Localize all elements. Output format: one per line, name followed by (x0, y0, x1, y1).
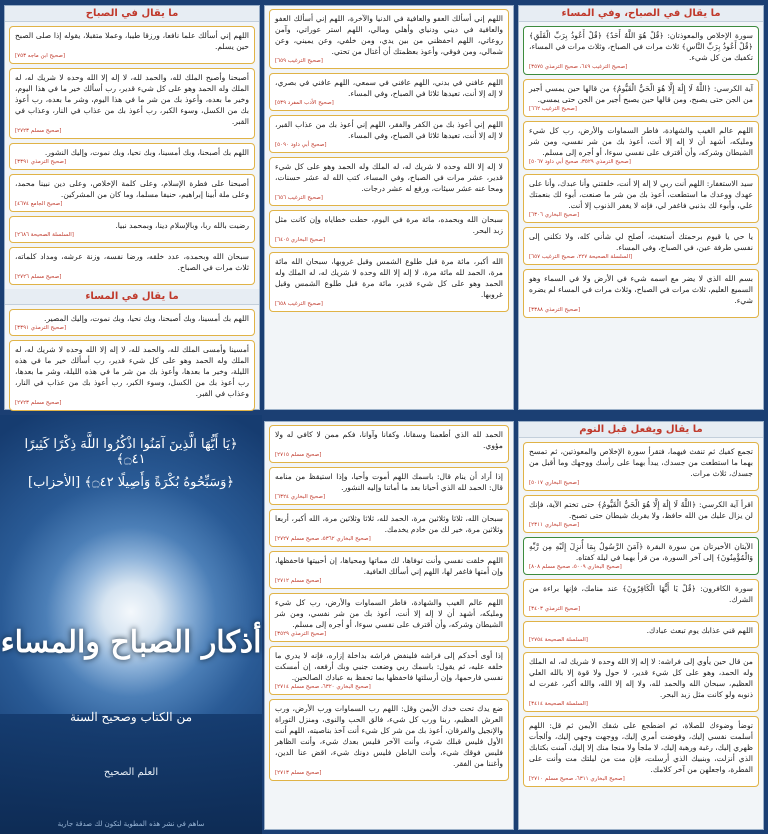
dhikr-card (9, 68, 255, 139)
hadith-source: [صحيح الترمذي ٣٤٠٣] (529, 605, 581, 612)
dhikr-text: اللهم قني عذابك يوم تبعث عبادك. (646, 625, 753, 635)
dhikr-card (523, 652, 759, 712)
column-middle-top (264, 5, 514, 410)
column-morning (4, 5, 260, 410)
hadith-source: [صحيح مسلم ٢٧١٢] (275, 577, 322, 584)
quran-verse-41: ﴿يَا أَيُّهَا الَّذِينَ آمَنُوا اذْكُرُوا اللَّهَ ذِكْرًا كَثِيرًا ۝٤١﴾ (24, 437, 238, 467)
dhikr-card (9, 143, 255, 170)
dhikr-card (523, 716, 759, 787)
dhikr-card (9, 174, 255, 212)
dhikr-text: سبحان الله، ثلاثا وثلاثين مرة، الحمد لله، ثلاثا وثلاثين مرة، الله أكبر، أربعا وثلاثين مرة، خير لك من خادم يخدمك. (275, 513, 503, 534)
hadith-source: [صحيح البخاري ٢٣١١] (529, 521, 580, 528)
hadith-source: [صحيح البخاري ٦٣٠٦] (529, 211, 580, 218)
dhikr-card (9, 340, 255, 411)
dhikr-card (269, 699, 509, 781)
publisher-logo: العلم الصحيح (103, 767, 159, 778)
dhikr-text: سبحان الله وبحمده، عدد خلقه، ورضا نفسه، وزنة عرشه، ومداد كلماته، ثلاث مرات في الصباح. (15, 251, 249, 272)
hadith-source: [صحيح الترغيب ٦٥٩] (275, 58, 323, 64)
quran-verse-42: ﴿وَسَبِّحُوهُ بُكْرَةً وَأَصِيلًا ۝٤٢﴾ [الأحزاب] (28, 475, 234, 490)
dhikr-text: أصبحنا وأصبح الملك لله، والحمد لله، لا إله إلا الله وحده لا شريك له، له الملك وله الحمد وهو على كل شيء قدير، رب أسألك خير ما في هذا اليوم، وخير ما بعده، وأعوذ بك من شر ما في هذا اليوم، وشر ما بعده، رب أعوذ بك من الكسل، وسوء الكبر، رب أعوذ بك من عذاب في النار، وعذاب في القبر. (15, 72, 249, 126)
hadith-source: [صحيح البخاري ٥٠١٧] (529, 480, 580, 486)
dhikr-text: إذا أراد أن ينام قال: باسمك اللهم أموت وأحيا، وإذا استيقظ من منامه قال: الحمد لله الذي أحيانا بعد ما أماتنا وإليه النشور. (275, 471, 503, 492)
hadith-source: [صحيح البخاري ٦٣٢٠، صحيح مسلم ٢٧١٤] (275, 683, 371, 690)
dhikr-card (523, 121, 759, 170)
hadith-source: [السلسلة الصحيحة ٢٢٧، صحيح الترغيب ٦٥٧] (529, 253, 633, 260)
dhikr-card (523, 227, 759, 265)
hadith-source: [صحيح الترمذي ٣٥٢٩] (275, 630, 327, 637)
hadith-source: [صحيح الجامع ٤٦٧٤] (15, 200, 63, 207)
dhikr-card (269, 551, 509, 589)
dhikr-text: اللهم بك أصبحنا، وبك أمسينا، وبك نحيا، وبك نموت، وإليك النشور. (44, 147, 249, 157)
dhikr-text: الحمد لله الذي أطعمنا وسقانا، وكفانا وآوانا، فكم ممن لا كافي له ولا مؤوي. (275, 430, 503, 450)
column-morning-evening (518, 5, 764, 410)
dhikr-card (269, 593, 509, 642)
dhikr-text: لا إله إلا الله وحده لا شريك له، له الملك وله الحمد وهو على كل شيء قدير، عشر مرات في الصباح، وفي المساء، كتب الله له عشر حسنات، ومحا عنه عشر سيئات، ورفع له عشر درجات. (275, 161, 503, 193)
dhikr-text: أمسينا وأمسى الملك لله، والحمد لله، لا إله إلا الله وحده لا شريك له، له الملك وله الحمد وهو على كل شيء قدير، رب أسألك خير ما في هذه الليلة، وخير ما بعدها، وأعوذ بك من شر ما في هذه الليلة، وشر ما بعدها، رب أعوذ بك من الكسل، وسوء الكبر، رب أعوذ بك من عذاب في النار، وعذاب في القبر. (15, 344, 249, 398)
hadith-source: [صحيح البخاري ٦٤٠٥] (275, 236, 326, 243)
dhikr-card (9, 309, 255, 336)
dhikr-card (269, 509, 509, 547)
dhikr-card (269, 9, 509, 69)
dhikr-text: سيد الاستغفار: اللهم أنت ربي لا إله إلا أنت، خلقتني وأنا عبدك، وأنا على عهدك ووعدك ما استطعت، أعوذ بك من شر ما صنعت، أبوء لك بنعمتك علي، وأبوء لك بذنبي فاغفر لي، فإنه لا يغفر الذنوب إلا أنت. (529, 178, 753, 210)
dhikr-text: من قال حين يأوي إلى فراشه: لا إله إلا الله وحده لا شريك له، له الملك وله الحمد، وهو على كل شيء قدير، لا حول ولا قوة إلا بالله العلي العظيم، سبحان الله والحمد لله، ولا إله إلا الله، والله أكبر، غفرت له ذنوبه ولو كانت مثل زبد البحر. (529, 656, 753, 699)
hadith-source: [صحيح ابن ماجه ٧٥٣] (15, 53, 66, 59)
dhikr-card (523, 537, 759, 575)
hadith-source: [صحيح مسلم ٢٧٢٣] (15, 399, 62, 406)
column-middle-bottom (264, 421, 514, 830)
dhikr-text: بسم الله الذي لا يضر مع اسمه شيء في الأرض ولا في السماء وهو السميع العليم، ثلاث مرات في الصباح، وثلاث مرات في المساء لم يضره شيء. (529, 273, 753, 305)
hadith-source: [صحيح أبي داود ٥٠٩٠] (275, 141, 327, 148)
hadith-source: [صحيح مسلم ٢٧٢٦] (15, 273, 62, 280)
section-header: ما يقال في الصباح (5, 6, 259, 22)
hadith-source: [صحيح مسلم ٢٧٢٣] (15, 127, 62, 134)
dhikr-text: أصبحنا على فطرة الإسلام، وعلى كلمة الإخلاص، وعلى دين نبينا محمد، وعلى ملة أبينا إبراهيم، حنيفا مسلما، وما كان من المشركين. (15, 178, 249, 199)
column-before-sleep (518, 421, 764, 830)
dhikr-card (523, 621, 759, 648)
dhikr-card (269, 467, 509, 505)
hadith-source: [صحيح الترغيب ٦٥٨] (275, 300, 323, 307)
hadith-source: [صحيح الترغيب ٦٦٢] (529, 105, 577, 112)
hadith-source: [صحيح الأدب المفرد ٥٣٩] (275, 99, 334, 106)
hadith-source: [صحيح الترغيب ٦٤٩، صحيح الترمذي ٣٥٧٥] (529, 64, 628, 70)
dhikr-card (9, 26, 255, 64)
hadith-source: [صحيح الترغيب ٦٥٦] (275, 194, 323, 201)
dhikr-card (269, 425, 509, 463)
dhikr-text: اللهم إني أسألك العفو والعافية في الدنيا والآخرة، اللهم إني أسألك العفو والعافية في ديني ودنياي وأهلي ومالي، اللهم استر عوراتي، وآمن روعاتي، اللهم احفظني من بين يدي، ومن خلفي، وعن يميني، وعن شمالي، ومن فوقي، وأعوذ بعظمتك أن أغتال من تحتي. (275, 14, 503, 56)
poster-subtitle: من الكتاب وصحيح السنة (69, 710, 193, 724)
hadith-source: [السلسلة الصحيحة ٢٦٨٦] (15, 231, 74, 238)
dhikr-card (269, 73, 509, 111)
dhikr-card (269, 115, 509, 153)
dhikr-text: رضيت بالله ربا، وبالإسلام دينا، وبمحمد نبيا. (115, 220, 249, 230)
dhikr-text: يا حي يا قيوم برحمتك أستغيث، أصلح لي شأني كله، ولا تكلني إلى نفسي طرفة عين، في الصباح، وفي المساء. (529, 231, 753, 252)
dhikr-text: سبحان الله وبحمده، مائة مرة في اليوم، حطت خطاياه وإن كانت مثل زبد البحر. (275, 214, 503, 235)
section-header: ما يقال في الصباح، وفي المساء (519, 6, 763, 22)
poster-title: أذكار الصباح والمساء (0, 625, 262, 660)
dhikr-text: اللهم عالم الغيب والشهادة، فاطر السماوات والأرض، رب كل شيء ومليكه، أشهد أن لا إله إلا أنت، أعوذ بك من شر نفسي، ومن شر الشيطان وشركه، وأن أقترف على نفسي سوءا، أو أجره إلى مسلم. (529, 125, 753, 157)
dhikr-text: الله أكبر، مائة مرة قبل طلوع الشمس وقبل غروبها، سبحان الله مائة مرة، الحمد لله مائة مرة، لا إله إلا الله وحده لا شريك له، له الملك وله الحمد وهو على كل شيء قدير، مائة مرة قبل طلوع الشمس وقبل غروبها. (275, 256, 503, 299)
dhikr-text: الآيتان الأخيرتان من سورة البقرة ﴿آمَنَ الرَّسُولُ بِمَا أُنزِلَ إِلَيْهِ مِن رَّبِّهِ وَالْمُؤْمِنُونَ﴾ إلى آخر السورة، من قرأ بهما في ليلة كفتاه. (529, 541, 753, 562)
section-header: ما يقال ويفعل قبل النوم (519, 422, 763, 438)
poster-footer: ساهم في نشر هذه المطوية لتكون لك صدقة جارية (57, 820, 205, 828)
dhikr-card (523, 79, 759, 117)
hadith-source: [صحيح الترمذي ٣٣٨٨] (529, 306, 581, 313)
hadith-source: [السلسلة الصحيحة ٣٤١٤] (529, 700, 588, 707)
dhikr-text: سورة الإخلاص والمعوذتان: ﴿قُلْ هُوَ اللَّهُ أَحَدٌ﴾ ﴿قُلْ أَعُوذُ بِرَبِّ الْفَلَقِ﴾ ﴿قُلْ أَعُوذُ بِرَبِّ النَّاسِ﴾ ثلاث مرات في الصباح، وثلاث مرات في المساء، تكفيك من كل شيء. (529, 31, 753, 62)
hadith-source: [صحيح البخاري ٥٠٠٩، صحيح مسلم ٨٠٨] (529, 563, 622, 570)
dhikr-card (9, 216, 255, 243)
dhikr-card (269, 252, 509, 312)
dhikr-card (523, 26, 759, 75)
hadith-source: [صحيح مسلم ٢٧١٣] (275, 769, 322, 776)
hadith-source: [صحيح الترمذي ٣٣٩١] (15, 158, 67, 165)
hadith-source: [صحيح البخاري ٥٣٦٢، صحيح مسلم ٢٧٢٧] (275, 535, 371, 542)
dhikr-text: سورة الكافرون: ﴿قُلْ يَا أَيُّهَا الْكَافِرُونَ﴾ عند منامك، فإنها براءة من الشرك. (529, 583, 753, 604)
dhikr-card (523, 579, 759, 617)
dhikr-text: اللهم عالم الغيب والشهادة، فاطر السماوات والأرض، رب كل شيء ومليكه، أشهد أن لا إله إلا أنت، أعوذ بك من شر نفسي، ومن شر الشيطان وشركه، وأن أقترف على نفسي سوءا، أو أجره إلى مسلم. (275, 597, 503, 629)
dhikr-text: اللهم إني أسألك علما نافعا، ورزقا طيبا، وعملا متقبلا، يقوله إذا صلى الصبح حين يسلم. (15, 31, 249, 51)
hadith-source: [صحيح البخاري ٦٣٢٤] (275, 493, 326, 500)
dhikr-text: توضأ وضوءك للصلاة، ثم اضطجع على شقك الأيمن ثم قل: اللهم أسلمت نفسي إليك، وفوضت أمري إليك، ووجهت وجهي إليك، وألجأت ظهري إليك، رغبة ورهبة إليك، لا ملجأ ولا منجا منك إلا إليك، آمنت بكتابك الذي أنزلت، وبنبيك الذي أرسلت، فإن مت من ليلتك مت وأنت على الفطرة، واجعلهن من آخر كلامك. (529, 720, 753, 774)
hadith-source: [صحيح الترمذي ٣٣٩١] (15, 324, 67, 331)
dhikr-card (523, 495, 759, 533)
dhikr-text: ضع يدك تحت خدك الأيمن وقل: اللهم رب السماوات ورب الأرض، ورب العرش العظيم، ربنا ورب كل شيء، فالق الحب والنوى، ومنزل التوراة والإنجيل والفرقان، أعوذ بك من شر كل شيء أنت آخذ بناصيته، اللهم أنت الأول فليس قبلك شيء، وأنت الآخر فليس بعدك شيء، وأنت الظاهر فليس فوقك شيء، وأنت الباطن فليس دونك شيء، اقض عنا الدين، وأغننا من الفقر. (275, 703, 503, 768)
hadith-source: [السلسلة الصحيحة ٢٧٥٤] (529, 636, 588, 643)
dhikr-card (269, 210, 509, 248)
hadith-source: [صحيح الترمذي ٣٥٢٩، صحيح أبي داود ٥٠٦٧] (529, 158, 631, 165)
dhikr-card (269, 157, 509, 206)
dhikr-text: اقرأ آية الكرسي: ﴿اللَّهُ لَا إِلَٰهَ إِلَّا هُوَ الْحَيُّ الْقَيُّومُ﴾ حتى تختم الآية، فإنك لن يزال عليك من الله حافظ، ولا يقربك شيطان حتى تصبح. (529, 499, 753, 520)
dhikr-text: اللهم بك أمسينا، وبك أصبحنا، وبك نحيا، وبك نموت، وإليك المصير. (44, 313, 249, 323)
cover-poster (0, 415, 262, 834)
dhikr-card (523, 174, 759, 223)
dhikr-text: إذا أوى أحدكم إلى فراشه فلينفض فراشه بداخلة إزاره، فإنه لا يدري ما خلفه عليه، ثم يقول: باسمك ربي وضعت جنبي وبك أرفعه، إن أمسكت نفسي فارحمها، وإن أرسلتها فاحفظها بما تحفظ به عبادك الصالحين. (275, 650, 503, 682)
hadith-source: [صحيح البخاري ٦٣١١، صحيح مسلم ٢٧١٠] (529, 775, 625, 782)
dhikr-card (523, 442, 759, 491)
dhikr-card (523, 269, 759, 318)
dhikr-card (9, 247, 255, 285)
dhikr-text: آية الكرسي: ﴿اللَّهُ لَا إِلَٰهَ إِلَّا هُوَ الْحَيُّ الْقَيُّومُ﴾ من قالها حين يمسي أجير من الجن حتى يصبح، ومن قالها حين يصبح أجير من الجن حتى يمسي. (529, 83, 753, 104)
hadith-source: [صحيح مسلم ٢٧١٥] (275, 452, 322, 458)
dhikr-card (269, 646, 509, 695)
dhikr-text: اللهم إني أعوذ بك من الكفر والفقر، اللهم إني أعوذ بك من عذاب القبر، لا إله إلا أنت، تعيدها ثلاثا في الصباح، وفي المساء. (275, 119, 503, 140)
section-header-evening: ما يقال في المساء (5, 289, 259, 305)
dhikr-text: اللهم عافني في بدني، اللهم عافني في سمعي، اللهم عافني في بصري، لا إله إلا أنت، تعيدها ثلاثا في الصباح، وفي المساء. (275, 77, 503, 98)
dhikr-text: تجمع كفيك ثم تنفث فيهما، فتقرأ سورة الإخلاص والمعوذتين، ثم تمسح بهما ما استطعت من جسدك، يبدأ بهما على رأسك ووجهك وما أقبل من جسدك، ثلاث مرات. (529, 447, 753, 478)
dhikr-text: اللهم خلقت نفسي وأنت توفاها، لك مماتها ومحياها، إن أحييتها فاحفظها، وإن أمتها فاغفر لها، اللهم إني أسألك العافية. (275, 555, 503, 576)
